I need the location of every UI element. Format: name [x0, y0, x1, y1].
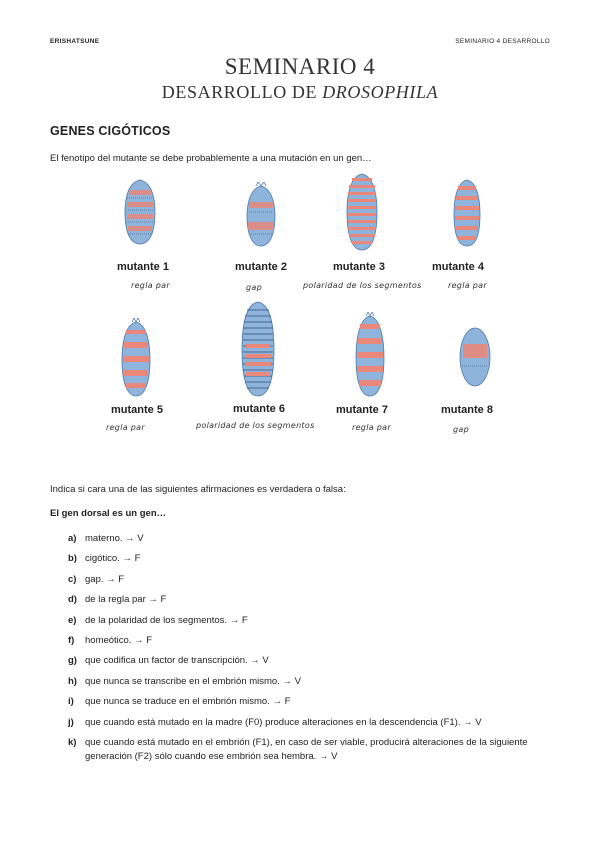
embryo-illustration-1	[122, 178, 158, 246]
embryo-illustration-2	[244, 182, 278, 248]
list-item: g) que codifica un factor de transcripción. → V	[68, 655, 269, 667]
list-item: j) que cuando está mutado en la madre (F0) produce alteraciones en la descendencia (F1). → V	[68, 716, 482, 728]
page-title: SEMINARIO 4	[224, 54, 376, 79]
mutant-note: regla par	[106, 423, 145, 432]
embryo-illustration-6	[240, 300, 276, 398]
list-item: c) gap. → F	[68, 573, 125, 585]
list-item: i) que nunca se traduce en el embrión mismo. → F	[68, 696, 291, 708]
embryo-illustration-8	[458, 326, 492, 388]
header-author: ERISHATSUNE	[50, 38, 100, 45]
mutant-label: mutante 6	[233, 403, 285, 415]
list-item: d) de la regla par → F	[68, 594, 167, 606]
embryo-illustration-5	[120, 318, 152, 398]
mutant-label: mutante 2	[235, 261, 287, 273]
mutant-label: mutante 7	[336, 404, 388, 416]
list-item: h) que nunca se transcribe en el embrión mismo. → V	[68, 675, 301, 687]
mutant-note: polaridad de los segmentos	[303, 281, 422, 290]
embryo-illustration-3	[344, 172, 380, 252]
intro-text: El fenotipo del mutante se debe probablemente a una mutación en un gen…	[50, 153, 372, 164]
mutant-label: mutante 4	[432, 261, 484, 273]
section-title: GENES CIGÓTICOS	[50, 124, 171, 138]
page-subtitle: DESARROLLO DE DROSOPHILA	[161, 82, 439, 102]
embryo-illustration-4	[452, 178, 482, 248]
mutant-label: mutante 5	[111, 404, 163, 416]
mutant-note: regla par	[131, 281, 170, 290]
mutant-note: gap	[246, 283, 262, 292]
list-item: b) cigótico. → F	[68, 553, 141, 565]
mutant-note: regla par	[352, 423, 391, 432]
instruction-text: Indica si cara una de las siguientes afirmaciones es verdadera o falsa:	[50, 484, 346, 495]
mutant-label: mutante 8	[441, 404, 493, 416]
question-stem: El gen dorsal es un gen…	[50, 508, 167, 519]
mutant-label: mutante 3	[333, 261, 385, 273]
list-item: e) de la polaridad de los segmentos. → F	[68, 614, 248, 626]
mutant-label: mutante 1	[117, 261, 169, 273]
mutant-note: polaridad de los segmentos	[196, 421, 315, 430]
mutant-note: gap	[453, 425, 469, 434]
header-course: SEMINARIO 4 DESARROLLO	[455, 38, 550, 45]
answer-list	[68, 529, 553, 764]
list-item: a) materno. → V	[68, 533, 144, 544]
list-item: k) que cuando está mutado en el embrión (F1), en caso de ser viable, producirá alteraciones de la siguiente generación (F2) sólo cuando ese embrión sea hembra. → V	[68, 737, 528, 763]
list-item: f) homeótico. → F	[68, 635, 153, 647]
mutant-note: regla par	[448, 281, 487, 290]
embryo-illustration-7	[354, 312, 386, 398]
